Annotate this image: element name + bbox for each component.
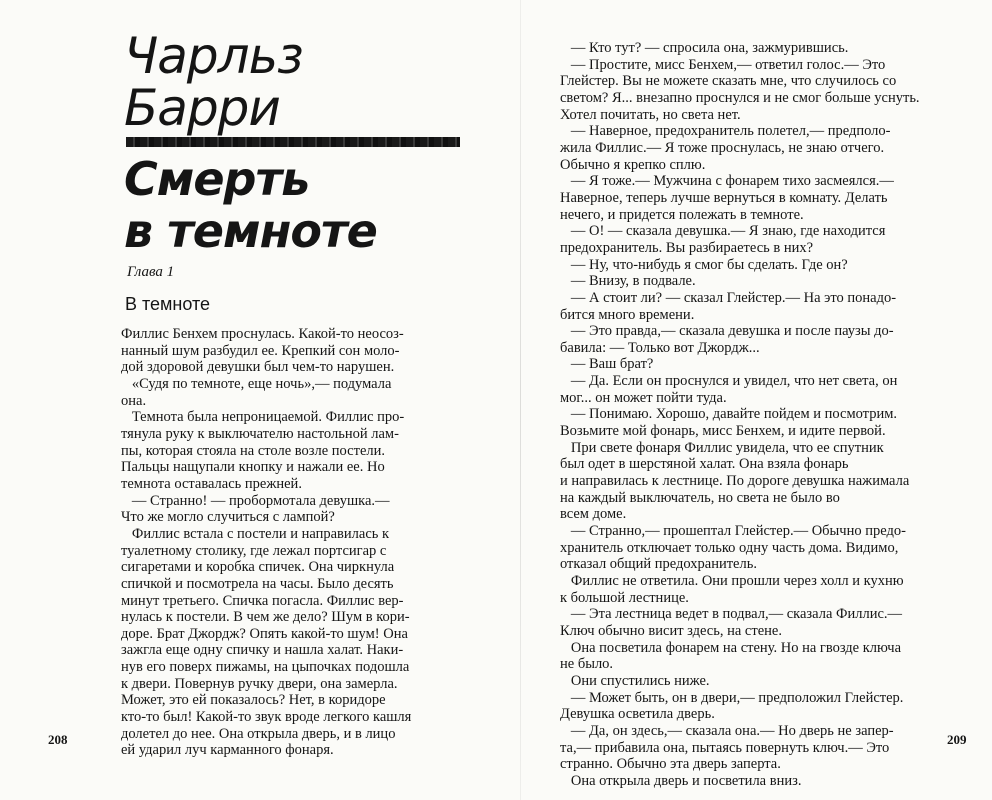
text-line: кто-то был! Какой-то звук вроде легкого кашля xyxy=(121,709,412,726)
text-line: не было. xyxy=(560,656,614,673)
text-line: ей ударил луч карманного фонаря. xyxy=(121,742,334,759)
text-line: — О! — сказала девушка.— Я знаю, где находится xyxy=(560,223,886,240)
text-line: дой здоровой девушки был чем-то нарушен. xyxy=(121,359,395,376)
text-line: Филлис Бенхем проснулась. Какой-то неосоз- xyxy=(121,326,404,342)
text-line: спичкой и посмотрела на часы. Было десять xyxy=(121,575,394,592)
text-line: нув его поверх пижамы, на цыпочках подошла xyxy=(121,659,410,676)
text-line: сигаретами и коробка спичек. Она чиркнула xyxy=(121,559,395,576)
text-line: и направилась к лестнице. По дороге девушка нажимала xyxy=(560,473,910,490)
text-line: Темнота была непроницаемой. Филлис про- xyxy=(121,409,405,426)
text-line: тянула руку к выключателю настольной лам- xyxy=(121,425,399,442)
text-line: темнота оставалась прежней. xyxy=(121,475,302,492)
text-line: нечего, и придется полежать в темноте. xyxy=(560,206,804,223)
page-number-right: 209 xyxy=(947,732,967,747)
text-line: был одет в шерстяной халат. Она взяла фонарь xyxy=(560,456,849,473)
text-line: пы, которая стояла на столе возле постели. xyxy=(121,442,385,459)
text-line: — Внизу, в подвале. xyxy=(560,273,696,290)
text-line: — Понимаю. Хорошо, давайте пойдем и посмотрим. xyxy=(560,406,898,423)
text-line: Девушка осветила дверь. xyxy=(560,706,715,723)
author-line: Чарльз xyxy=(124,27,303,85)
text-line: — Да. Если он проснулся и увидел, что нет света, он xyxy=(560,373,898,390)
text-line: Возьмите мой фонарь, мисс Бенхем, и идите первой. xyxy=(560,423,886,440)
text-line: — Да, он здесь,— сказала она.— Но дверь не запер- xyxy=(560,722,894,739)
decorative-rule xyxy=(126,137,460,147)
text-line: зажгла еще одну спичку и нашла халат. Наки- xyxy=(121,642,404,659)
text-line: Обычно я крепко сплю. xyxy=(560,156,706,173)
author-name xyxy=(124,27,464,137)
text-line: Филлис встала с постели и направилась к xyxy=(121,525,390,542)
text-line: к двери. Повернув ручку двери, она замерла. xyxy=(121,675,398,692)
text-line: Наверное, теперь лучше вернуться в комнату. Делать xyxy=(560,189,888,206)
text-line: туалетному столику, где лежал портсигар с xyxy=(121,542,387,559)
page-number-left: 208 xyxy=(48,732,68,747)
text-line: странно. Обычно эта дверь заперта. xyxy=(560,756,781,773)
text-line: Хотел почитать, но света нет. xyxy=(560,106,741,123)
author-line: Барри xyxy=(124,79,280,137)
text-line: Может, это ей показалось? Нет, в коридоре xyxy=(121,692,386,709)
text-line: она. xyxy=(121,392,147,409)
text-line: предохранитель. Вы разбираетесь в них? xyxy=(560,239,814,256)
text-line: Она посветила фонарем на стену. Но на гвозде ключа xyxy=(560,639,902,656)
text-line: нанный шум разбудил ее. Крепкий сон моло- xyxy=(121,342,400,359)
text-line: к большой лестнице. xyxy=(560,589,689,606)
text-line: всем доме. xyxy=(560,506,627,523)
text-line: При свете фонаря Филлис увидела, что ее спутник xyxy=(560,439,884,456)
text-line: — Простите, мисс Бенхем,— ответил голос.— Это xyxy=(560,56,886,73)
text-line: светом? Я... внезапно проснулся и не смог больше уснуть. xyxy=(560,89,920,106)
text-line: Филлис не ответила. Они прошли через холл и кухню xyxy=(560,573,904,589)
text-line: жила Филлис.— Я тоже проснулась, не знаю отчего. xyxy=(560,139,885,156)
text-line: минут третьего. Спичка погасла. Филлис вер- xyxy=(121,592,404,609)
left-body-text xyxy=(121,326,456,759)
text-line: Они спустились ниже. xyxy=(560,672,710,689)
text-line: долетел до нее. Она открыла дверь, и в лицо xyxy=(121,725,396,742)
text-line: доре. Брат Джордж? Опять какой-то шум! Она xyxy=(121,625,408,642)
chapter-heading: Глава 1 xyxy=(127,264,175,280)
text-line: Что же могло случиться с лампой? xyxy=(121,509,335,526)
right-body-text xyxy=(560,40,972,790)
text-line: — Странно,— прошептал Глейстер.— Обычно предо- xyxy=(560,523,906,540)
text-line: отказал общий предохранитель. xyxy=(560,556,757,573)
text-line: — А стоит ли? — сказал Глейстер.— На это понадо- xyxy=(560,289,897,306)
text-line: та,— прибавила она, пытаясь повернуть ключ.— Это xyxy=(560,739,890,756)
text-line: мог... он может пойти туда. xyxy=(560,389,727,406)
text-line: — Ваш брат? xyxy=(560,356,654,373)
text-line: — Эта лестница ведет в подвал,— сказала Филлис.— xyxy=(560,606,903,623)
title-line: Смерть xyxy=(124,152,310,206)
text-line: Пальцы нащупали кнопку и нажали ее. Но xyxy=(121,459,385,476)
text-line: Глейстер. Вы не можете сказать мне, что случилось со xyxy=(560,73,897,90)
right-page xyxy=(521,0,992,800)
text-line: бавила: — Только вот Джордж... xyxy=(560,339,760,356)
text-line: — Ну, что-нибудь я смог бы сделать. Где он? xyxy=(560,256,848,273)
text-line: — Наверное, предохранитель полетел,— предполо- xyxy=(560,123,891,140)
text-line: — Может быть, он в двери,— предположил Глейстер. xyxy=(560,689,904,706)
text-line: Она открыла дверь и посветила вниз. xyxy=(560,772,802,789)
text-line: Ключ обычно висит здесь, на стене. xyxy=(560,622,782,639)
section-title: В темноте xyxy=(125,294,211,314)
text-line: «Судя по темноте, еще ночь»,— подумала xyxy=(121,375,392,392)
text-line: хранитель отключает только одну часть дома. Видимо, xyxy=(560,539,899,556)
text-line: — Странно! — пробормотала девушка.— xyxy=(121,492,390,509)
text-line: на каждый выключатель, но света не было во xyxy=(560,489,840,506)
text-line: — Это правда,— сказала девушка и после паузы до- xyxy=(560,323,894,340)
book-title xyxy=(124,153,464,257)
text-line: бится много времени. xyxy=(560,306,695,323)
text-line: — Кто тут? — спросила она, зажмурившись. xyxy=(560,40,849,56)
text-line: — Я тоже.— Мужчина с фонарем тихо засмеялся.— xyxy=(560,173,894,190)
text-line: нулась к постели. В чем же дело? Шум в кори- xyxy=(121,609,410,626)
title-line: в темноте xyxy=(124,204,377,258)
